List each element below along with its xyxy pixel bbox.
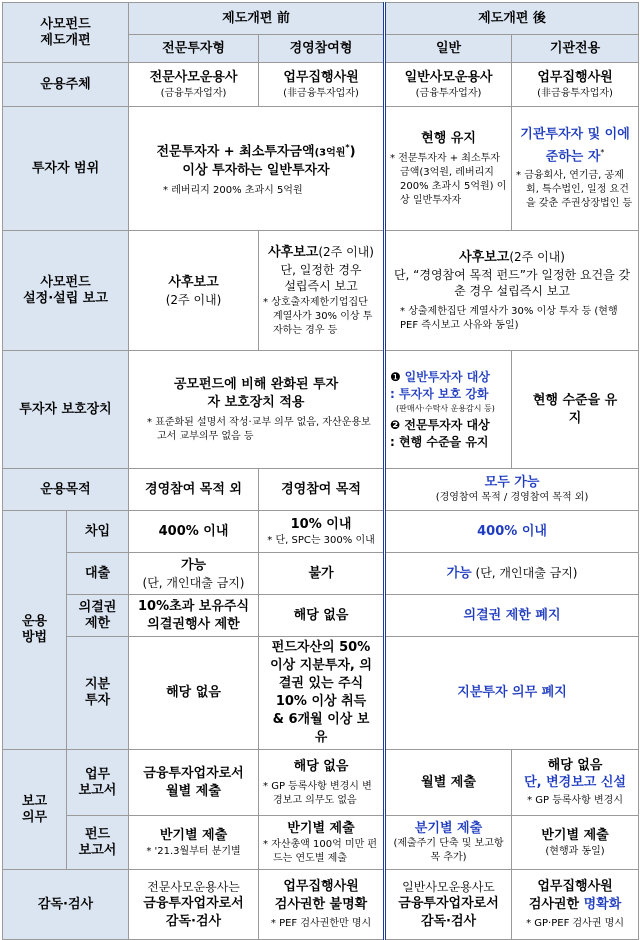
cell: 10%초과 보유주식 의결권행사 제한 (129, 595, 259, 637)
cell: 불가 (259, 553, 385, 595)
cell: 일반사모운용사도 금융투자업자로서 감독·검사 (385, 870, 512, 940)
cell: 전문사모운용사 (금융투자업자) (129, 63, 259, 107)
cell: 가능 (단, 개인대출 금지) (129, 553, 259, 595)
row-loan (3, 553, 639, 595)
row-label: 사모펀드 설정·설립 보고 (3, 231, 129, 351)
cell: 가능 (단, 개인대출 금지) (385, 553, 639, 595)
col-professional: 전문투자형 (129, 35, 259, 63)
row-label: 의결권 제한 (67, 595, 129, 637)
cell: 업무집행사원 (非금융투자업자) (512, 63, 639, 107)
cell: 의결권 제한 폐지 (385, 595, 639, 637)
cell: 경영참여 목적 (259, 469, 385, 511)
row-supervision (3, 870, 639, 940)
row-label: 차입 (67, 511, 129, 553)
cell: ❶ 일반투자자 대상 : 투자자 보호 강화 (판매사·수탁사 운용감시 등) ❷ 전문투자자 대상 : 현행 수준을 유지 (385, 351, 512, 469)
reform-comparison-table (2, 2, 639, 940)
cell: 전문사모운용사는 금융투자업자로서 감독·검사 (129, 870, 259, 940)
col-general: 일반 (385, 35, 512, 63)
row-purpose (3, 469, 639, 511)
cell: 월별 제출 (385, 750, 512, 816)
cell: 사후보고(2주 이내) 단, “경영참여 목적 펀드”가 일정한 요건을 갖춘 경우 설립즉시 보고 * 상출제한집단 계열사가 30% 이상 투자 등 (현행 PEF 즉시보고 사유와 동일) (385, 231, 639, 351)
cell: 금융투자업자로서 월별 제출 (129, 750, 259, 816)
cell: 업무집행사원 검사권한 불명확 * PEF 검사권한만 명시 (259, 870, 385, 940)
row-label: 업무 보고서 (67, 750, 129, 816)
cell: 현행 유지 * 전문투자자 + 최소투자금액(3억원, 레버리지 200% 초과시 5억원) 이상 일반투자자 (385, 107, 512, 231)
cell: 사후보고(2주 이내) 단, 일정한 경우 설립즉시 보고 * 상호출자제한기업집단 계열사가 30% 이상 투자하는 경우 등 (259, 231, 385, 351)
col-institutional: 기관전용 (512, 35, 639, 63)
cell: 반기별 제출 * 자산총액 100억 미만 펀드는 연도별 제출 (259, 816, 385, 870)
cell: 반기별 제출 * '21.3월부터 분기별 (129, 816, 259, 870)
cell: 해당 없음 * GP 등록사항 변경시 변경보고 의무도 없음 (259, 750, 385, 816)
cell: 사후보고 (2주 이내) (129, 231, 259, 351)
cell: 반기별 제출 (현행과 동일) (512, 816, 639, 870)
cell: 업무집행사원 검사권한 명확화 * GP·PEF 검사권 명시 (512, 870, 639, 940)
row-operator (3, 63, 639, 107)
row-label: 운용주체 (3, 63, 129, 107)
row-label: 운용목적 (3, 469, 129, 511)
row-voting (3, 595, 639, 637)
cell: 지분투자 의무 폐지 (385, 637, 639, 750)
row-label: 펀드 보고서 (67, 816, 129, 870)
row-fund-report (3, 816, 639, 870)
row-equity (3, 637, 639, 750)
row-label: 투자자 보호장치 (3, 351, 129, 469)
cell: 분기별 제출 (제출주기 단축 및 보고항목 추가) (385, 816, 512, 870)
cell: 경영참여 목적 외 (129, 469, 259, 511)
cell: 해당 없음 (259, 595, 385, 637)
col-management: 경영참여형 (259, 35, 385, 63)
cell: 공모펀드에 비해 완화된 투자자 보호장치 적용 * 표준화된 설명서 작성·교부 의무 없음, 자산운용보고서 교부의무 없음 등 (129, 351, 385, 469)
row-business-report (3, 750, 639, 816)
cell: 400% 이내 (385, 511, 639, 553)
cell: 10% 이내 * 단, SPC는 300% 이내 (259, 511, 385, 553)
row-label: 감독·검사 (3, 870, 129, 940)
cell: 400% 이내 (129, 511, 259, 553)
cell: 전문투자자 + 최소투자금액(3억원*) 이상 투자하는 일반투자자 * 레버리지 200% 초과시 5억원 (129, 107, 385, 231)
row-investor-protection (3, 351, 639, 469)
after-header: 제도개편 後 (385, 3, 639, 35)
cell: 모두 가능 (경영참여 목적 / 경영참여 목적 외) (385, 469, 639, 511)
before-header: 제도개편 前 (129, 3, 385, 35)
row-setup-report (3, 231, 639, 351)
cell: 해당 없음 (129, 637, 259, 750)
cell: 펀드자산의 50% 이상 지분투자, 의결권 있는 주식 10% 이상 취득 & 6개월 이상 보유 (259, 637, 385, 750)
cell: 업무집행사원 (非금융투자업자) (259, 63, 385, 107)
cell: 현행 수준을 유지 (512, 351, 639, 469)
row-label: 지분 투자 (67, 637, 129, 750)
row-group-label: 운용 방법 (3, 511, 67, 750)
row-label: 투자자 범위 (3, 107, 129, 231)
row-leverage (3, 511, 639, 553)
cell: 일반사모운용사 (금융투자업자) (385, 63, 512, 107)
row-label: 대출 (67, 553, 129, 595)
row-investor-scope (3, 107, 639, 231)
row-group-label: 보고 의무 (3, 750, 67, 870)
cell: 해당 없음 단, 변경보고 신설 * GP 등록사항 변경시 (512, 750, 639, 816)
corner-header: 사모펀드 제도개편 (3, 3, 129, 63)
cell: 기관투자자 및 이에 준하는 자* * 금융회사, 연기금, 공제회, 특수법인, 일정 요건을 갖춘 주권상장법인 등 (512, 107, 639, 231)
